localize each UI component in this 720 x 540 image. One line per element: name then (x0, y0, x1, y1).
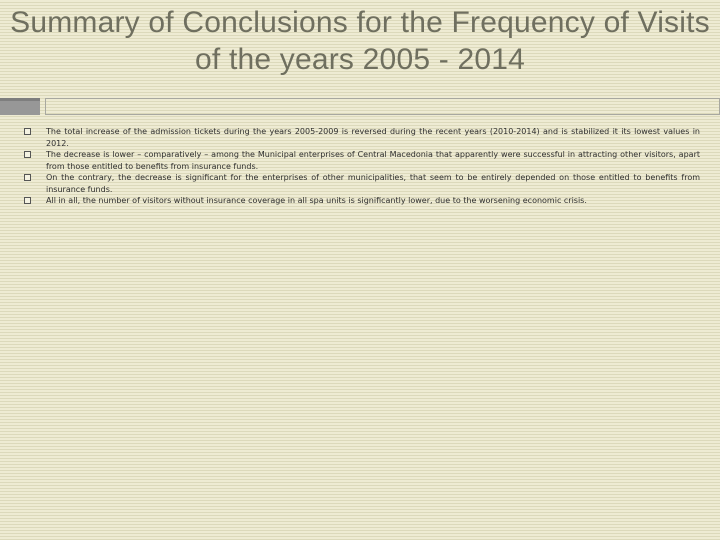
bullet-text: The total increase of the admission tickets during the years 2005-2009 is reversed during the recent years (2010-2014) and is stabilized it its lowest values in 2012. (46, 127, 700, 148)
square-bullet-icon (24, 128, 31, 135)
bullet-text: All in all, the number of visitors without insurance coverage in all spa units is significantly lower, due to the worsening economic crisis. (46, 196, 587, 205)
bullet-text: On the contrary, the decrease is significant for the enterprises of other municipalities, that seem to be entirely depended on those entitled to benefits from insurance funds. (46, 173, 700, 194)
bullet-text: The decrease is lower – comparatively – among the Municipal enterprises of Central Macedonia that apparently were successful in attracting other visitors, apart from those entitled to benefits from insurance funds. (46, 150, 700, 171)
bullet-item (24, 149, 700, 172)
slide-title: Summary of Conclusions for the Frequency of Visits of the years 2005 - 2014 (10, 6, 710, 76)
square-bullet-icon (24, 174, 31, 181)
bullet-item (24, 172, 700, 195)
slide-content (24, 126, 700, 207)
bullet-list (24, 126, 700, 207)
bullet-item (24, 195, 700, 207)
title-area (0, 0, 720, 100)
title-rule-cap (0, 98, 40, 101)
square-bullet-icon (24, 197, 31, 204)
square-bullet-icon (24, 151, 31, 158)
bullet-item (24, 126, 700, 149)
title-rule-bar (45, 98, 720, 115)
